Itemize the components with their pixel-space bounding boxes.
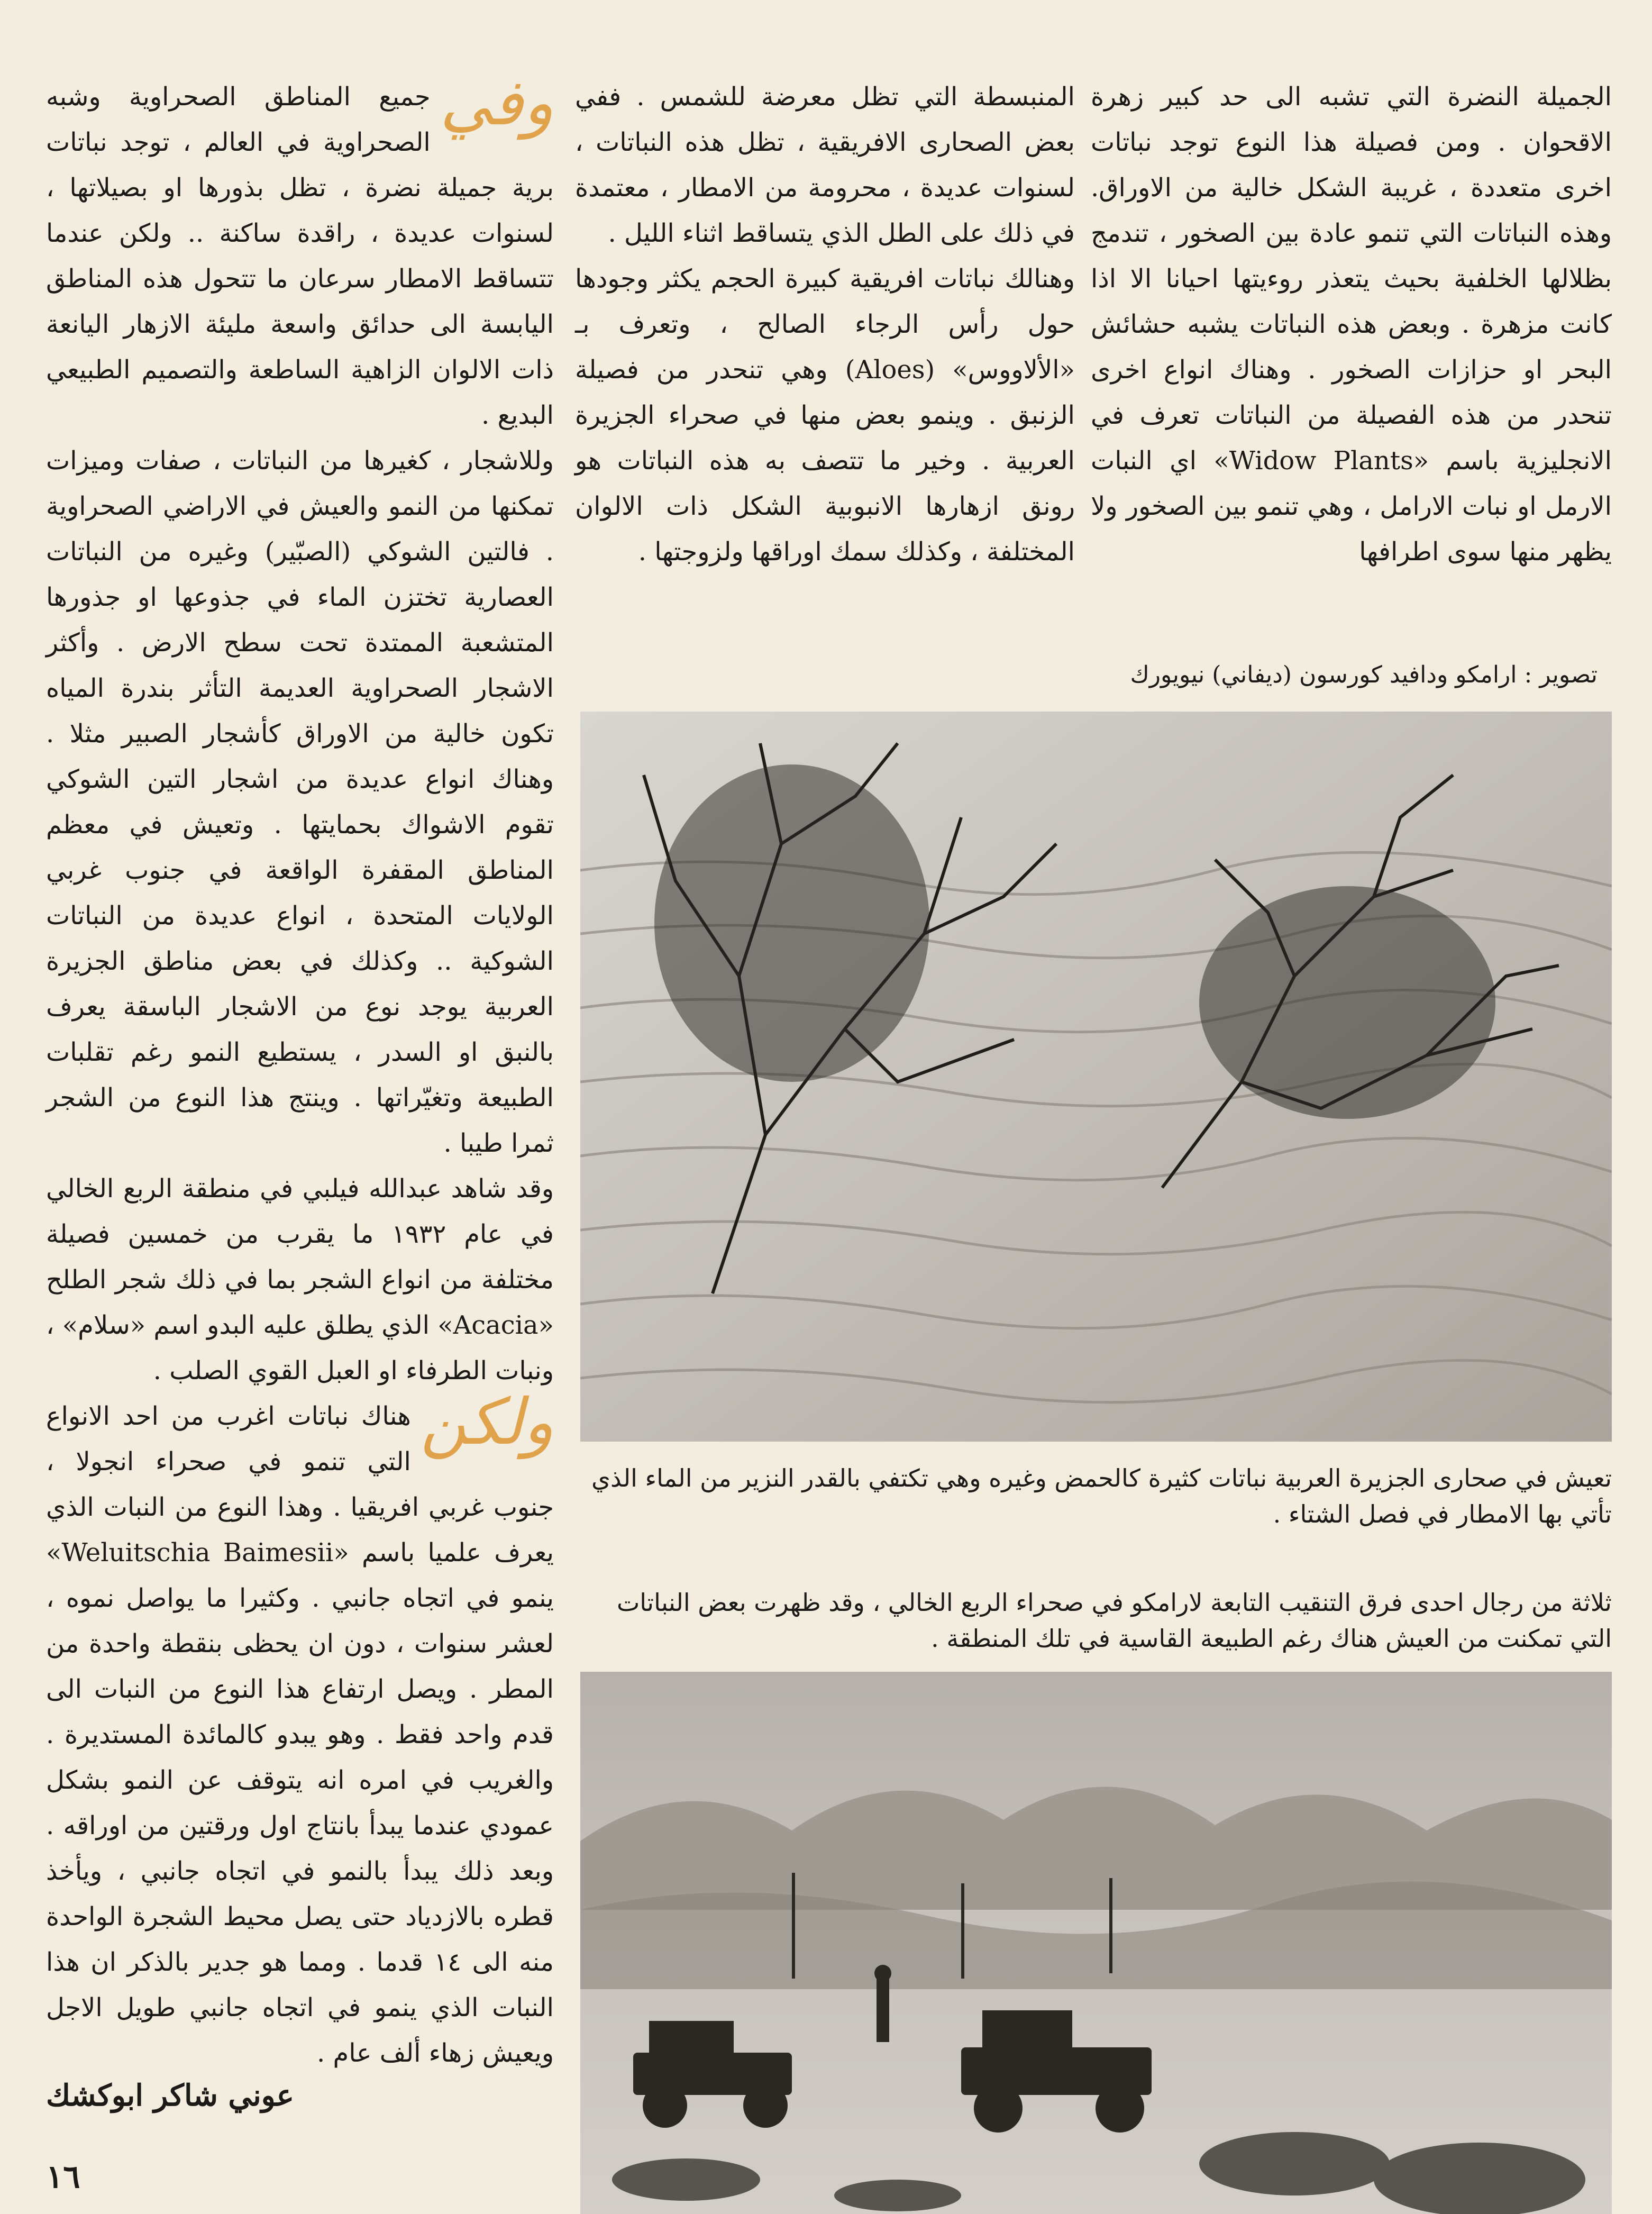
paragraph: المنبسطة التي تظل معرضة للشمس . ففي بعض الصحارى الافريقية ، تظل هذه النباتات ، لسنوات عديدة ، محرومة من الامطار ، معتمدة في ذلك على الطل الذي يتساقط اثناء الليل .	[575, 82, 1075, 248]
paragraph-text: هناك نباتات اغرب من احد الانواع التي تنمو في صحراء انجولا ، جنوب غربي افريقيا . وهذا النوع من النبات الذي يعرف علميا باسم «Weluitschia Baimesii» ينمو في اتجاه جانبي . وكثيرا ما يواصل نموه ، لعشر سنوات ، دون ان يحظى بنقطة واحدة من المطر . ويصل ارتفاع هذا النوع من النبات الى قدم واحد فقط . وهو يبدو كالمائدة المستديرة . والغريب في امره انه يتوقف عن النمو بشكل عمودي عندما يبدأ بانتاج اول ورقتين من اوراقه . وبعد ذلك يبدأ بالنمو في اتجاه جانبي ، ويأخذ قطره بالازدياد حتى يصل محيط الشجرة الواحدة منه الى ١٤ قدما . ومما هو جدير بالذكر ان هذا النبات الذي ينمو في اتجاه جانبي طويل الاجل ويعيش زهاء ألف عام .	[46, 1401, 554, 2068]
dropcap: ولكن	[420, 1386, 554, 1459]
article-column-right	[1091, 74, 1612, 640]
photo-credit: تصوير : ارامكو ودافيد كورسون (ديفاني) نيويورك	[1130, 661, 1598, 688]
author-name: عوني شاكر ابوكشك	[46, 2078, 295, 2113]
photo-caption: ثلاثة من رجال احدى فرق التنقيب التابعة لارامكو في صحراء الربع الخالي ، وقد ظهرت بعض النباتات التي تمكنت من العيش هناك رغم الطبيعة القاسية في تلك المنطقة .	[616, 1588, 1612, 1653]
paragraph: وهنالك نباتات افريقية كبيرة الحجم يكثر وجودها حول رأس الرجاء الصالح ، وتعرف بـ «الألاووس» (Aloes) وهي تنحدر من فصيلة الزنبق . وينمو بعض منها في صحراء الجزيرة العربية . وخير ما تتصف به هذه النباتات هو رونق ازهارها الانبوبية الشكل ذات الالوان المختلفة ، وكذلك سمك اوراقها ولزوجتها .	[575, 264, 1075, 567]
paragraph	[46, 1386, 554, 2076]
paragraph: الجميلة النضرة التي تشبه الى حد كبير زهرة الاقحوان . ومن فصيلة هذا النوع توجد نباتات اخرى متعددة ، غريبة الشكل خالية من الاوراق. وهذه النباتات التي تنمو عادة بين الصخور ، تندمج بظلالها الخلفية بحيث يتعذر روءيتها احيانا الا اذا كانت مزهرة . وبعض هذه النباتات يشبه حشائش البحر او حزازات الصخور . وهناك انواع اخرى تنحدر من هذه الفصيلة من النباتات تعرف في الانجليزية باسم «Widow Plants» اي النبات الارمل او نبات الارامل ، وهي تنمو بين الصخور ولا يظهر منها سوى اطرافها	[1091, 82, 1612, 567]
article-column-left	[46, 66, 554, 2068]
paragraph: وللاشجار ، كغيرها من النباتات ، صفات وميزات تمكنها من النمو والعيش في الاراضي الصحراوية . فالتين الشوكي (الصبّير) وغيره من النباتات العصارية تختزن الماء في جذوعها او جذورها المتشعبة الممتدة تحت سطح الارض . وأكثر الاشجار الصحراوية العديمة التأثر بندرة المياه تكون خالية من الاوراق كأشجار الصبير مثلا . وهناك انواع عديدة من اشجار التين الشوكي تقوم الاشواك بحمايتها . وتعيش في معظم المناطق المقفرة الواقعة في جنوب غربي الولايات المتحدة ، انواع عديدة من النباتات الشوكية .. وكذلك في بعض مناطق الجزيرة العربية يوجد نوع من الاشجار الباسقة يعرف بالنبق او السدر ، يستطيع النمو رغم تقلبات الطبيعة وتغيّراتها . وينتج هذا النوع من الشجر ثمرا طيبا .	[46, 446, 554, 1158]
paragraph	[46, 66, 554, 438]
dropcap: وفي	[440, 66, 554, 140]
paragraph-text: جميع المناطق الصحراوية وشبه الصحراوية في العالم ، توجد نباتات برية جميلة نضرة ، تظل بذورها او بصيلاتها ، لسنوات عديدة ، راقدة ساكنة .. ولكن عندما تتساقط الامطار سرعان ما تتحول هذه المناطق اليابسة الى حدائق واسعة مليئة الازهار اليانعة ذات الالوان الزاهية الساطعة والتصميم الطبيعي البديع .	[46, 82, 554, 430]
article-column-middle	[575, 74, 1075, 593]
photo-caption: تعيش في صحارى الجزيرة العربية نباتات كثيرة كالحمض وغيره وهي تكتفي بالقدر النزير من الماء الذي تأتي بها الامطار في فصل الشتاء .	[591, 1464, 1612, 1528]
desert-shrub-photo	[580, 712, 1612, 1442]
page-number: ١٦	[46, 2158, 80, 2195]
paragraph: وقد شاهد عبدالله فيلبي في منطقة الربع الخالي في عام ١٩٣٢ ما يقرب من خمسين فصيلة مختلفة من انواع الشجر بما في ذلك شجر الطلح «Acacia» الذي يطلق عليه البدو اسم «سلام» ، ونبات الطرفاء او العبل القوي الصلب .	[46, 1174, 554, 1386]
survey-team-photo	[580, 1672, 1612, 2214]
